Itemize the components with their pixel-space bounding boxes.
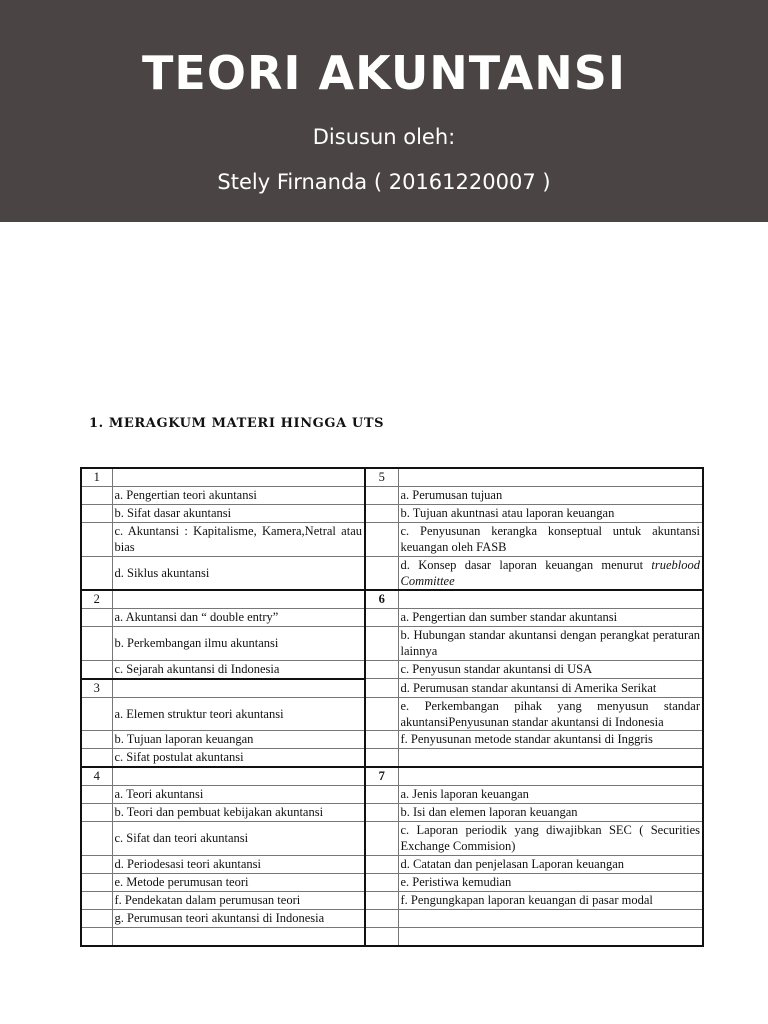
left-topic-number (81, 627, 112, 661)
table-row (81, 468, 703, 487)
left-topic-number (81, 731, 112, 749)
table-row (81, 927, 703, 946)
left-topic-text-label: d. Periodesasi teori akuntansi (114, 856, 261, 871)
left-topic-text (112, 731, 365, 749)
left-topic-number (81, 697, 112, 731)
right-topic-emphasis: trueblood Committee (400, 557, 700, 588)
left-topic-text (112, 487, 365, 505)
left-topic-text-label: b. Teori dan pembuat kebijakan akuntansi (114, 805, 324, 820)
right-topic-text (398, 523, 703, 557)
left-topic-text-label: c. Sejarah akuntansi di Indonesia (114, 661, 280, 676)
right-topic-text (398, 749, 703, 768)
left-topic-text-label: c. Akuntansi : Kapitalisme, Kamera,Netral atau bias (114, 524, 362, 555)
right-topic-text (398, 927, 703, 946)
document-title: TEORI AKUNTANSI (142, 46, 626, 100)
right-topic-text (398, 804, 703, 822)
left-topic-number (81, 523, 112, 557)
right-topic-text (398, 731, 703, 749)
left-topic-text-label: b. Perkembangan ilmu akuntansi (114, 636, 279, 651)
left-topic-text (112, 609, 365, 627)
document-subtitle: Disusun oleh: (312, 125, 456, 149)
right-topic-text (398, 468, 703, 487)
table-row (81, 660, 703, 679)
left-topic-number-label: 2 (93, 592, 100, 607)
right-topic-text (398, 679, 703, 698)
right-topic-text (398, 609, 703, 627)
right-topic-text (398, 891, 703, 909)
right-topic-number (365, 731, 398, 749)
left-topic-text-label: f. Pendekatan dalam perumusan teori (114, 892, 301, 907)
section-heading: 1. MERAGKUM MATERI HINGGA UTS (89, 416, 385, 431)
right-topic-number (365, 891, 398, 909)
right-topic-text (398, 505, 703, 523)
left-topic-number (81, 873, 112, 891)
left-topic-text (112, 679, 365, 698)
document-author: Stely Firnanda ( 20161220007 ) (217, 170, 551, 194)
left-topic-text (112, 804, 365, 822)
left-topic-number (81, 590, 112, 609)
right-topic-text (398, 487, 703, 505)
left-topic-text (112, 697, 365, 731)
left-topic-text (112, 786, 365, 804)
left-topic-number (81, 556, 112, 590)
right-topic-text-label: d. Konsep dasar laporan keuangan menurut (400, 557, 644, 572)
left-topic-number (81, 487, 112, 505)
right-topic-number (365, 487, 398, 505)
right-topic-number (365, 679, 398, 698)
left-topic-text (112, 468, 365, 487)
right-topic-text-label: d. Perumusan standar akuntansi di Amerika Serikat (400, 680, 657, 695)
left-topic-number (81, 786, 112, 804)
right-topic-text (398, 873, 703, 891)
left-topic-text (112, 855, 365, 873)
table-row (81, 855, 703, 873)
left-topic-number (81, 468, 112, 487)
left-topic-number (81, 804, 112, 822)
right-topic-number (365, 556, 398, 590)
table-row (81, 523, 703, 557)
left-topic-text-label: g. Perumusan teori akuntansi di Indonesia (114, 910, 325, 925)
right-topic-text-label: e. Peristiwa kemudian (400, 874, 512, 889)
left-topic-number (81, 855, 112, 873)
left-topic-text (112, 873, 365, 891)
left-topic-text-label: d. Siklus akuntansi (114, 565, 210, 580)
left-topic-number (81, 749, 112, 768)
right-topic-number (365, 590, 398, 609)
right-topic-number-label: 5 (378, 470, 385, 485)
title-banner (0, 0, 768, 222)
left-topic-number-label: 4 (93, 769, 100, 784)
right-topic-text-label: f. Pengungkapan laporan keuangan di pasar modal (400, 892, 653, 907)
table-row (81, 731, 703, 749)
left-topic-text-label: a. Elemen struktur teori akuntansi (114, 706, 284, 721)
left-topic-text-label: a. Akuntansi dan “ double entry” (114, 610, 279, 625)
right-topic-text-label: f. Penyusunan metode standar akuntansi di Inggris (400, 732, 653, 747)
table-row (81, 609, 703, 627)
left-topic-number (81, 767, 112, 786)
right-topic-number (365, 873, 398, 891)
right-topic-text (398, 697, 703, 731)
right-topic-text-label: b. Tujuan akuntnasi atau laporan keuangan (400, 506, 615, 521)
left-topic-text (112, 523, 365, 557)
left-topic-text-label: c. Sifat dan teori akuntansi (114, 831, 249, 846)
table-row (81, 891, 703, 909)
table-row (81, 556, 703, 590)
right-topic-text (398, 556, 703, 590)
right-topic-number (365, 609, 398, 627)
left-topic-number (81, 909, 112, 927)
left-topic-number (81, 505, 112, 523)
table-row (81, 909, 703, 927)
table-row (81, 786, 703, 804)
right-topic-number-label: 6 (378, 592, 385, 607)
right-topic-number-label: 7 (378, 769, 385, 784)
left-topic-number (81, 891, 112, 909)
right-topic-text-label: c. Penyusunan kerangka konseptual untuk akuntansi keuangan oleh FASB (400, 524, 700, 555)
right-topic-number (365, 804, 398, 822)
left-topic-number (81, 927, 112, 946)
right-topic-text-label: a. Jenis laporan keuangan (400, 787, 529, 802)
left-topic-text (112, 927, 365, 946)
right-topic-number (365, 909, 398, 927)
right-topic-text-label: d. Catatan dan penjelasan Laporan keuangan (400, 856, 625, 871)
left-topic-text (112, 891, 365, 909)
left-topic-text-label: a. Teori akuntansi (114, 787, 204, 802)
left-topic-text (112, 590, 365, 609)
left-topic-number (81, 609, 112, 627)
left-topic-number-label: 3 (93, 680, 100, 695)
right-topic-number (365, 660, 398, 679)
right-topic-text-label: b. Isi dan elemen laporan keuangan (400, 805, 578, 820)
right-topic-text-label: c. Laporan periodik yang diwajibkan SEC ( Securities Exchange Commision) (400, 823, 700, 854)
left-topic-number (81, 660, 112, 679)
left-topic-text (112, 749, 365, 768)
table-row (81, 804, 703, 822)
table-row (81, 590, 703, 609)
right-topic-text (398, 767, 703, 786)
right-topic-number (365, 505, 398, 523)
right-topic-text-label: a. Perumusan tujuan (400, 488, 503, 503)
right-topic-text-label: e. Perkembangan pihak yang menyusun standar akuntansiPenyusunan standar akuntansi di Indonesia (400, 698, 700, 729)
left-topic-text-label: c. Sifat postulat akuntansi (114, 750, 244, 765)
right-topic-text (398, 786, 703, 804)
left-topic-text (112, 627, 365, 661)
right-topic-number (365, 927, 398, 946)
left-topic-text (112, 660, 365, 679)
table-row (81, 749, 703, 768)
right-topic-text (398, 909, 703, 927)
right-topic-number (365, 855, 398, 873)
left-topic-text-label: a. Pengertian teori akuntansi (114, 488, 257, 503)
summary-table (80, 467, 704, 947)
left-topic-text-label: e. Metode perumusan teori (114, 874, 249, 889)
table-row (81, 822, 703, 856)
right-topic-number (365, 786, 398, 804)
left-topic-text (112, 909, 365, 927)
table-row (81, 767, 703, 786)
left-topic-text-label: b. Tujuan laporan keuangan (114, 732, 254, 747)
table-row (81, 487, 703, 505)
right-topic-number (365, 468, 398, 487)
left-topic-number (81, 822, 112, 856)
right-topic-number (365, 822, 398, 856)
right-topic-text (398, 660, 703, 679)
table-row (81, 505, 703, 523)
right-topic-number (365, 749, 398, 768)
left-topic-text (112, 767, 365, 786)
left-topic-number (81, 679, 112, 698)
right-topic-text (398, 590, 703, 609)
right-topic-text-label: c. Penyusun standar akuntansi di USA (400, 662, 593, 677)
table-row (81, 697, 703, 731)
left-topic-text (112, 556, 365, 590)
right-topic-text-label: b. Hubungan standar akuntansi dengan perangkat peraturan lainnya (400, 628, 700, 659)
table-row (81, 679, 703, 698)
right-topic-text (398, 855, 703, 873)
left-topic-number-label: 1 (93, 470, 100, 485)
right-topic-number (365, 767, 398, 786)
left-topic-text-label: b. Sifat dasar akuntansi (114, 506, 232, 521)
right-topic-text-label: a. Pengertian dan sumber standar akuntansi (400, 610, 618, 625)
table-row (81, 873, 703, 891)
right-topic-number (365, 627, 398, 661)
right-topic-number (365, 523, 398, 557)
right-topic-number (365, 697, 398, 731)
left-topic-text (112, 822, 365, 856)
left-topic-text (112, 505, 365, 523)
table-row (81, 627, 703, 661)
right-topic-text (398, 627, 703, 661)
right-topic-text (398, 822, 703, 856)
